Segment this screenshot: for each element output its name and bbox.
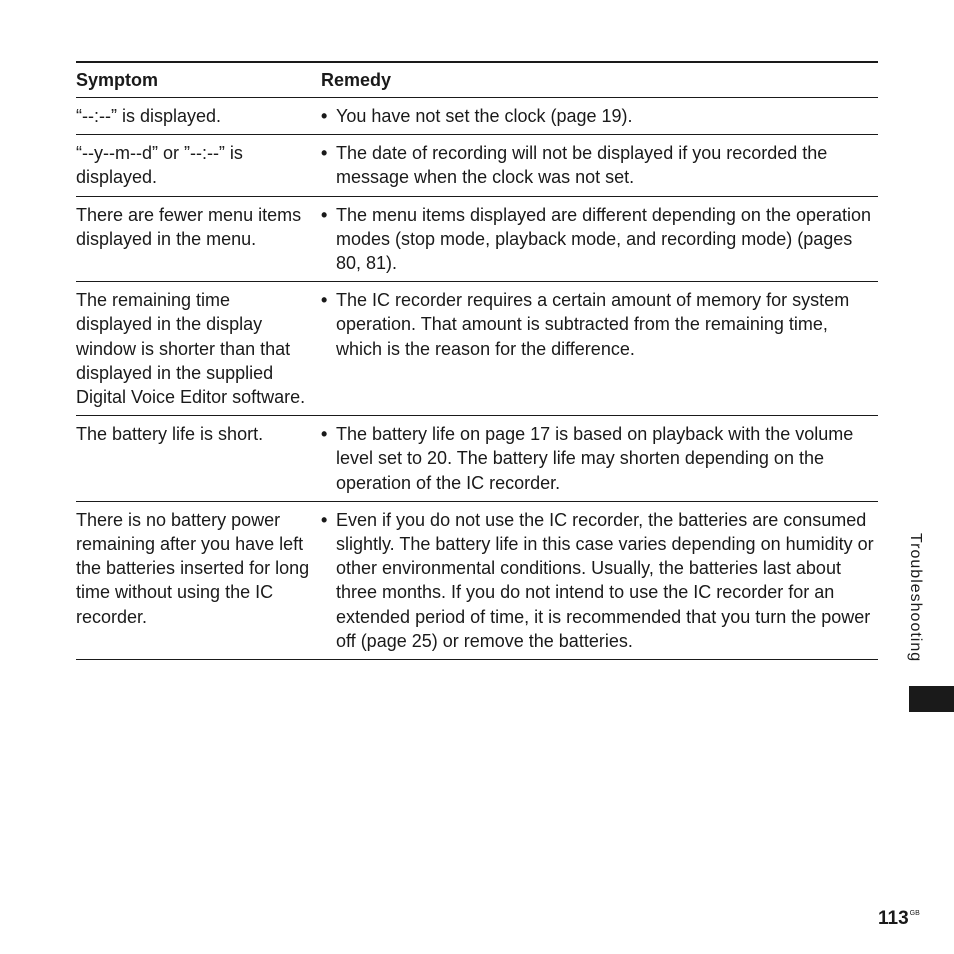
remedy-cell [321, 141, 878, 189]
remedy-cell [321, 508, 878, 653]
table-row [76, 502, 878, 660]
section-tab-marker [909, 686, 954, 712]
remedy-cell [321, 203, 878, 276]
symptom-cell: The remaining time displayed in the display window is shorter than that displayed in the supplied Digital Voice Editor software. [76, 290, 306, 408]
remedy-text: Even if you do not use the IC recorder, the batteries are consumed slightly. The battery life in this case varies depending on humidity or other environmental conditions. Usually, the batteries last about three months. If you do not intend to use the IC recorder for an extended period of time, it is recommended that you turn the power off (page 25) or remove the batteries. [336, 509, 874, 651]
section-tab-label: Troubleshooting [907, 533, 924, 663]
table-row [76, 98, 878, 135]
table-row [76, 282, 878, 416]
symptom-cell: There is no battery power remaining after you have left the batteries inserted for long time without using the IC recorder. [76, 509, 310, 627]
remedy-cell [321, 422, 878, 495]
bullet-icon: • [321, 106, 328, 126]
symptom-cell: “--y--m--d” or ”--:--” is displayed. [76, 143, 243, 188]
symptom-header: Symptom [76, 69, 159, 90]
table-row [76, 197, 878, 283]
page-number-value: 113 [878, 908, 909, 929]
remedy-text: The battery life on page 17 is based on playback with the volume level set to 20. The battery life may shorten depending on the operation of the IC recorder. [336, 424, 854, 493]
table-row [76, 135, 878, 196]
remedy-text: You have not set the clock (page 19). [336, 106, 633, 126]
page-number [878, 908, 920, 930]
table-header [76, 63, 878, 98]
symptom-cell: There are fewer menu items displayed in the menu. [76, 204, 302, 249]
symptom-cell: “--:--” is displayed. [76, 106, 222, 126]
remedy-text: The menu items displayed are different depending on the operation modes (stop mode, playback mode, and recording mode) (pages 80, 81). [336, 204, 872, 274]
remedy-text: The date of recording will not be displayed if you recorded the message when the clock was not set. [336, 143, 828, 188]
page-number-suffix: GB [909, 910, 920, 917]
bullet-icon: • [321, 424, 328, 445]
bullet-icon: • [321, 143, 328, 164]
symptom-cell: The battery life is short. [76, 424, 264, 445]
bullet-icon: • [321, 290, 328, 311]
table-row [76, 416, 878, 502]
bullet-icon: • [321, 204, 328, 225]
remedy-header: Remedy [321, 69, 392, 90]
troubleshooting-table [76, 61, 878, 660]
bullet-icon: • [321, 509, 328, 530]
remedy-cell [321, 288, 878, 409]
remedy-cell [321, 104, 878, 128]
remedy-text: The IC recorder requires a certain amount of memory for system operation. That amount is subtracted from the remaining time, which is the reason for the difference. [336, 290, 850, 359]
